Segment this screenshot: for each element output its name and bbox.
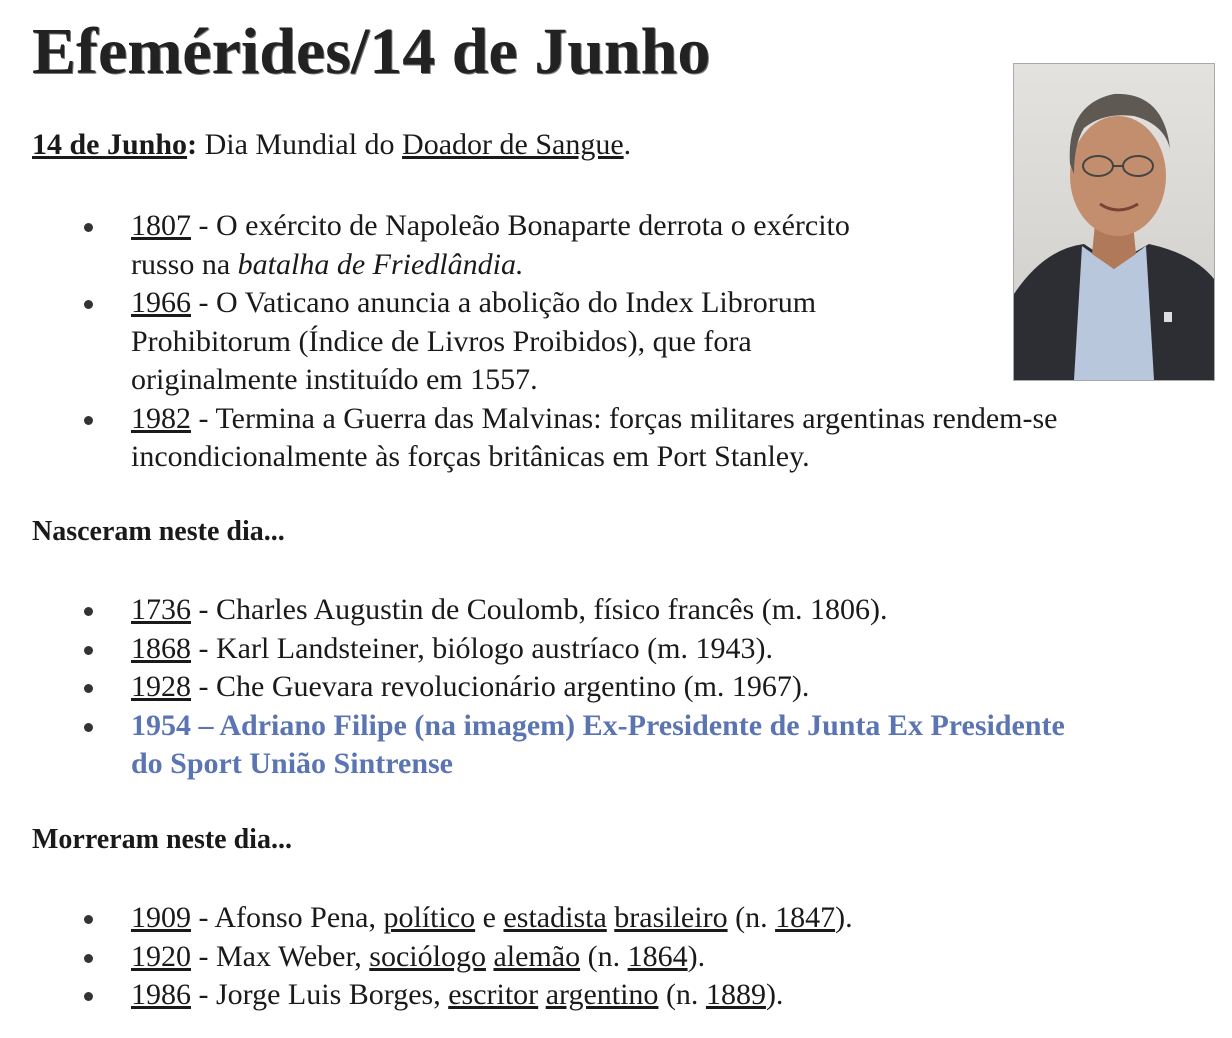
deaths-heading: Morreram neste dia... xyxy=(32,824,292,855)
year-link[interactable]: 1807 xyxy=(131,209,191,242)
death-text xyxy=(538,978,546,1011)
birth-text: - Che Guevara revolucionário argentino (m. 1967). xyxy=(191,670,810,703)
birth-text: - Karl Landsteiner, biólogo austríaco (m. 1943). xyxy=(191,631,773,665)
link[interactable]: político xyxy=(383,901,476,934)
death-text: (n. xyxy=(580,939,628,973)
list-item xyxy=(0,976,853,1015)
intro-link-doador[interactable]: Doador de Sangue xyxy=(402,128,624,161)
intro-text: Dia Mundial do xyxy=(197,128,403,161)
year-link[interactable]: 1982 xyxy=(131,401,191,435)
event-text: incondicionalmente às forças britânicas em Port Stanley. xyxy=(131,440,810,473)
link[interactable]: 1847 xyxy=(775,901,836,934)
link[interactable]: 1864 xyxy=(627,939,688,973)
bullet-icon xyxy=(84,607,93,616)
year-link[interactable]: 1736 xyxy=(131,593,191,626)
death-text: ). xyxy=(835,901,853,934)
births-heading: Nasceram neste dia... xyxy=(32,516,285,547)
death-text: (n. xyxy=(658,978,706,1011)
list-item xyxy=(0,630,1065,669)
event-text: - O Vaticano anuncia a abolição do Index Librorum xyxy=(191,286,817,319)
events-list xyxy=(0,207,1057,477)
deaths-list xyxy=(0,899,853,1015)
event-text: - Termina a Guerra das Malvinas: forças militares argentinas rendem-se xyxy=(191,401,1058,435)
link[interactable]: 1889 xyxy=(705,978,766,1011)
birth-text-highlight: 1954 – Adriano Filipe (na imagem) Ex-Presidente de Junta Ex Presidente xyxy=(131,708,1065,742)
list-item xyxy=(0,400,1057,477)
bullet-icon xyxy=(84,723,93,732)
births-list xyxy=(0,591,1065,784)
event-text: originalmente instituído em 1557. xyxy=(131,363,538,396)
bullet-icon xyxy=(84,684,93,693)
bullet-icon xyxy=(84,416,93,425)
link[interactable]: brasileiro xyxy=(614,901,728,934)
link[interactable]: alemão xyxy=(493,939,581,973)
page-title: Efemérides/14 de Junho xyxy=(32,15,711,88)
death-text: - Afonso Pena, xyxy=(191,901,384,934)
bullet-icon xyxy=(84,954,93,963)
list-item xyxy=(0,284,1057,400)
link[interactable]: argentino xyxy=(545,978,659,1011)
list-item xyxy=(0,938,853,977)
event-text: russo na xyxy=(131,247,238,281)
bullet-icon xyxy=(84,300,93,309)
birth-text: - Charles Augustin de Coulomb, físico francês (m. 1806). xyxy=(191,593,888,626)
bullet-icon xyxy=(84,992,93,1001)
death-text: ). xyxy=(765,978,784,1011)
year-link[interactable]: 1868 xyxy=(131,631,191,665)
list-item xyxy=(0,899,853,938)
list-item xyxy=(0,591,1065,630)
bullet-icon xyxy=(84,915,93,924)
year-link[interactable]: 1966 xyxy=(131,286,191,319)
link[interactable]: escritor xyxy=(448,978,539,1011)
event-text: Prohibitorum (Índice de Livros Proibidos), que fora xyxy=(131,324,752,358)
death-text: - Max Weber, xyxy=(191,939,370,973)
year-link[interactable]: 1986 xyxy=(131,978,191,1011)
event-text-italic: batalha de Friedlândia. xyxy=(237,247,524,281)
year-link[interactable]: 1909 xyxy=(131,901,191,934)
link[interactable]: sociólogo xyxy=(369,939,486,973)
bullet-icon xyxy=(84,646,93,655)
list-item-highlight xyxy=(0,707,1065,784)
link[interactable]: estadista xyxy=(503,901,607,934)
year-link[interactable]: 1928 xyxy=(131,670,191,703)
death-text: e xyxy=(475,901,504,934)
death-text: - Jorge Luis Borges, xyxy=(191,978,449,1011)
event-text: - O exército de Napoleão Bonaparte derrota o exército xyxy=(191,209,850,242)
year-link[interactable]: 1920 xyxy=(131,939,191,973)
intro-end: . xyxy=(623,128,632,161)
intro-line xyxy=(32,128,631,162)
bullet-icon xyxy=(84,223,93,232)
list-item xyxy=(0,668,1065,707)
intro-colon: : xyxy=(187,128,198,161)
birth-text-highlight: do Sport União Sintrense xyxy=(131,747,454,780)
death-text: (n. xyxy=(727,901,776,934)
list-item xyxy=(0,207,1057,284)
intro-date: 14 de Junho xyxy=(32,128,188,161)
death-text: ). xyxy=(687,939,706,973)
